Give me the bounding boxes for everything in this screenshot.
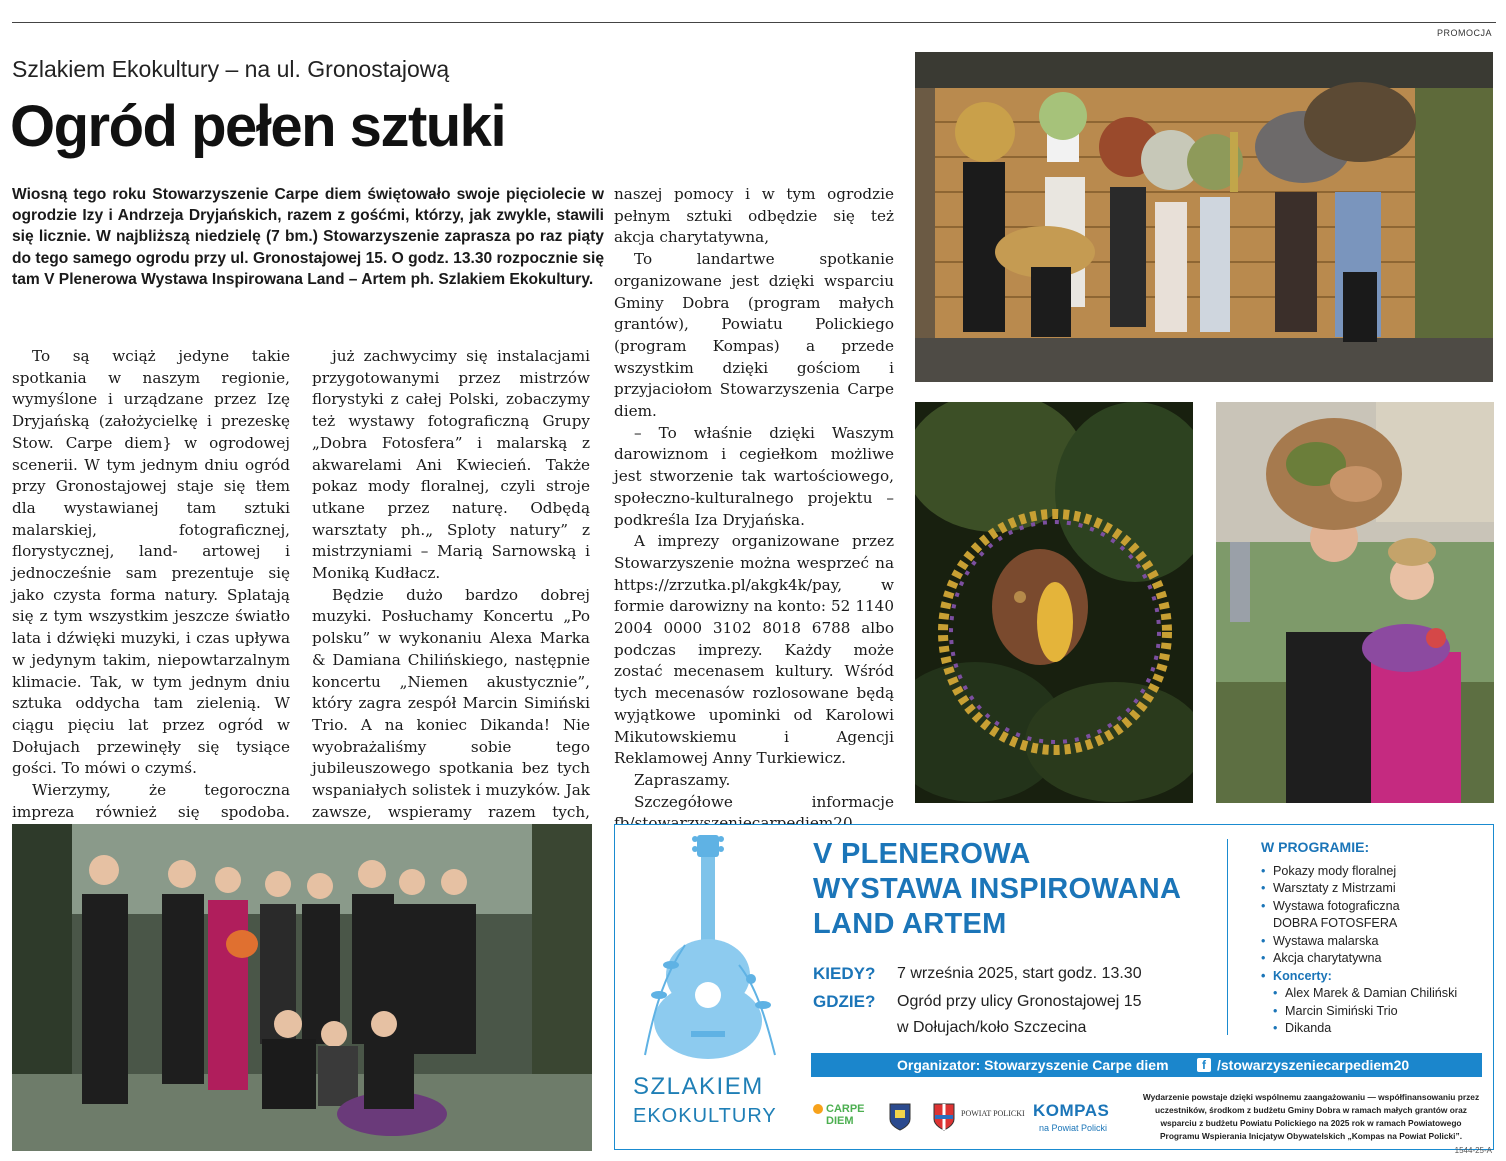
promo-label: PROMOCJA — [1436, 28, 1492, 38]
paragraph: już zachwycimy się instalacjami przygotowanymi przez mistrzów florystyki z całej Polski, zobaczymy też wystawy fotograficzną Grupy „Dobra Fotosfera” i malarską z akwarelami Ani Kwiecień. Także pokaz mody floralnej, czyli stroje utkane przez naturę. Odbędą warsztaty ph.„ Sploty natury” z mistrzyniami – Marią Sarnowską i Moniką Kudłacz. — [312, 347, 590, 583]
kompas-logo-subtitle: na Powiat Policki — [1039, 1123, 1108, 1133]
ad-brand-line-1: SZLAKIEM — [633, 1073, 764, 1100]
paragraph: To są wciąż jedyne takie spotkania w naszym regionie, wymyślone i urządzane przez Izę Dryjańską (założycielkę i prezeskę Stow. Carpe diem} w ogrodowej scenerii. W tym jednym dniu ogród przy Gronostajowej staje się tłem dla wystawianej tam sztuki malarskiej, fotograficznej, florystycznej, land- artowej i jednocześnie sam prezentuje się jako czysta forma natury. Splatają się z tym wszystkim jeszcze światło lata i dźwięki muzyki, i czas upływa w jedynym takim, niepowtarzalnym klimacie. Tak, w tym jednym dniu sztuka oddycha tam zielenią. W ciągu pięciu lat przez ogród w Dołujach przewinęły się tysiące gości. To mówi o czymś. — [12, 347, 290, 778]
photo-group-in-garden — [12, 824, 592, 1151]
ad-title-line: WYSTAWA INSPIROWANA — [813, 873, 1182, 905]
ad-brand-line-2: EKOKULTURY — [633, 1105, 777, 1127]
ad-program-subitem: • Alex Marek & Damian Chiliński — [1261, 985, 1486, 1003]
ad-sponsor-logos — [811, 1097, 1141, 1141]
powiat-policki-logo: POWIAT POLICKI — [961, 1109, 1025, 1118]
ad-organizer-bar — [811, 1053, 1482, 1077]
kompas-logo: KOMPAS — [1033, 1101, 1110, 1120]
photo-couple-floral-headpiece — [1216, 402, 1494, 803]
ad-funding-note: Wydarzenie powstaje dzięki wspólnemu zaangażowaniu — współfinansowaniu przez uczestników, środkom z budżetu Gminy Dobra w ramach małych grantów oraz wsparciu z budżetu Powiatu Polickiego na 2025 rok w ramach Powiatowego Programu Wspierania Inicjatyw Obywatelskich „Kompas na Powiat Policki”. — [1142, 1092, 1480, 1141]
top-rule — [12, 22, 1496, 23]
carpe-diem-logo-text-1: CARPE — [826, 1103, 865, 1115]
event-advertisement — [614, 824, 1494, 1150]
article-headline: Ogród pełen sztuki — [10, 94, 506, 159]
paragraph: Wierzymy, że tegoroczna impreza również się spodoba. — [12, 781, 290, 821]
ad-title-line: LAND ARTEM — [813, 908, 1007, 940]
paragraph: Szczegółowe informacje — [634, 792, 894, 811]
ad-facebook-handle[interactable]: /stowarzyszeniecarpediem20 — [1217, 1057, 1410, 1073]
article-kicker: Szlakiem Ekokultury – na ul. Gronostajową — [12, 56, 450, 82]
guitar-icon — [615, 825, 801, 1065]
ad-program-item: • Warsztaty z Mistrzami — [1261, 880, 1486, 898]
ad-divider — [1227, 839, 1228, 1035]
ad-when-value: 7 września 2025, start godz. 13.30 — [897, 965, 1142, 982]
paragraph: A imprezy organizowane przez Stowarzyszenie można wesprzeć na https://zrzutka.pl/akgk4k/pay, w formie darowizny na konto: 52 1140 2004 0000 3102 8018 6788 albo podczas imprezy. Każdy może zostać mecenasem kultury. Wśród tych mecenasów rozlosowane będą wyjątkowe upominki od Karolowi Mikutowskiemu i Agencji Reklamowej Anny Turkiewicz. — [614, 532, 894, 768]
ad-program-item-continuation: DOBRA FOTOSFERA — [1273, 916, 1398, 930]
ad-program — [1261, 839, 1486, 1038]
paragraph: To landartwe spotkanie organizowane jest dzięki wsparciu Gminy Dobra (program małych grantów), Powiatu Polickiego (program Kompas) a przede wszystkim dzięki gościom i przyjaciołom Stowarzyszenia Carpe diem. — [614, 250, 894, 421]
ad-brand-panel — [615, 825, 801, 1149]
ad-program-subitem: • Dikanda — [1261, 1020, 1486, 1038]
ad-program-item: • Wystawa fotograficzna — [1261, 898, 1486, 916]
gmina-dobra-crest-icon — [889, 1103, 911, 1131]
ad-organizer: Organizator: Stowarzyszenie Carpe diem — [897, 1057, 1169, 1073]
ad-where-label: GDZIE? — [813, 992, 876, 1011]
ad-program-list — [1261, 863, 1486, 1038]
photo-floral-installation-ring — [915, 402, 1193, 803]
ad-where-line-2: w Dołujach/koło Szczecina — [897, 1019, 1087, 1036]
article-lead: Wiosną tego roku Stowarzyszenie Carpe diem świętowało swoje pięciolecie w ogrodzie Izy i Andrzeja Dryjańskich, razem z gośćmi, którzy, jak zwykle, stawili się licznie. W najbliższą niedzielę (7 bm.) Stowarzyszenie zaprasza po raz piąty do tego samego ogrodu przy ul. Gronostajowej 15. O godz. 13.30 rozpocznie się tam V Plenerowa Wystawa Inspirowana Land – Artem ph. Szlakiem Ekokultury. — [12, 186, 604, 288]
ad-program-title: W PROGRAMIE: — [1261, 839, 1370, 855]
ad-title-line: V PLENEROWA — [813, 838, 1031, 870]
article-column-2 — [312, 346, 590, 845]
carpe-diem-logo-text-2: DIEM — [826, 1115, 854, 1127]
ad-when-label: KIEDY? — [813, 964, 876, 983]
ad-program-item: • Wystawa malarska — [1261, 933, 1486, 951]
paragraph: – To właśnie dzięki Waszym darowiznom i cegiełkom możliwe jest stworzenie tak wartościowego, społeczno-kulturalnego projektu – podkreśla Iza Dryjańska. — [614, 423, 894, 529]
carpe-diem-logo — [813, 1103, 865, 1127]
ad-program-item: • Akcja charytatywna — [1261, 950, 1486, 968]
ad-program-item: • Pokazy mody floralnej — [1261, 863, 1486, 881]
paragraph: naszej pomocy i w tym ogrodzie pełnym sztuki odbędzie się też akcja charytatywna, — [614, 185, 894, 247]
page-code: 1544-25-A — [1454, 1146, 1492, 1155]
paragraph: Zapraszamy. — [634, 770, 731, 789]
facebook-icon: f — [1197, 1058, 1211, 1072]
ad-where-line-1: Ogród przy ulicy Gronostajowej 15 — [897, 993, 1142, 1010]
ad-program-item-concerts: • Koncerty: — [1261, 968, 1486, 986]
flower-icon — [813, 1104, 823, 1114]
article-column-1 — [12, 346, 290, 867]
photo-floral-headpieces-group — [915, 52, 1493, 382]
article-column-3 — [614, 184, 894, 879]
powiat-crest-icon — [933, 1103, 955, 1131]
paragraph: Będzie dużo bardzo dobrej muzyki. Posłuchamy Koncertu „Po polsku” w wykonaniu Alexa Marka & Damiana Chilińskiego, następnie koncertu „Niemen akustycznie”, który zagra zespół Marcin Simiński Trio. A na koniec Dikanda! Nie wyobrażaliśmy sobie tego jubileuszowego spotkania bez tych wspaniałych solistek i muzyków. Jak zawsze, wspieramy razem tych, — [312, 585, 590, 821]
ad-title — [813, 837, 1181, 942]
ad-program-subitem: • Marcin Simiński Trio — [1261, 1003, 1486, 1021]
